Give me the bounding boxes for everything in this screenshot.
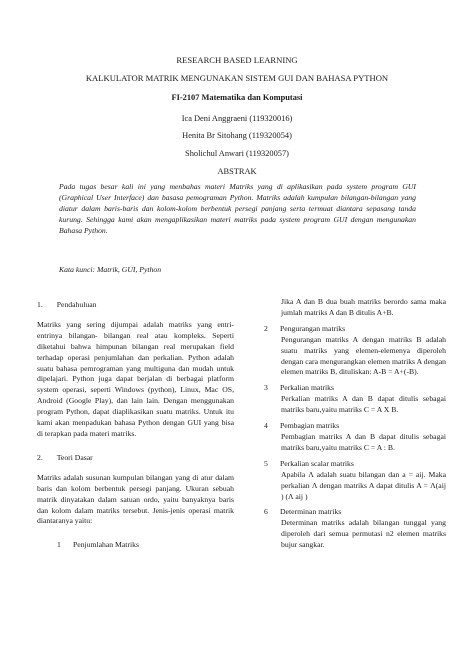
- list-item-number: 4: [264, 421, 268, 431]
- author-2: Henita Br Sitohang (119320054): [182, 131, 292, 140]
- list-item-title: Determinan matriks: [280, 507, 342, 517]
- keywords: Kata kunci: Matrik, GUI, Python: [59, 265, 162, 274]
- list-item-number: 6: [264, 507, 268, 517]
- list-item-body: Apabila Λ adalah suatu bilangan dan a = aij. Maka perkalian Λ dengan matriks A dapat ditulis A = Λ(aij ) (Λ aij ): [281, 469, 446, 501]
- list-item-title: Perkalian scalar matriks: [280, 458, 354, 468]
- list-item-6: [264, 507, 446, 551]
- section-2-body: Matriks adalah susunan kumpulan bilangan yang di atur dalam baris dan kolom berbentuk persegi panjang. Ukuran sebuah matrik dinyatakan dalam satuan ordo, yaitu banyaknya baris dan kolom dalam matriks tersebut. Jenis-jenis operasi matrik diantaranya yaitu:: [37, 472, 234, 526]
- list-item-5: [264, 459, 446, 503]
- header-line-1: RESEARCH BASED LEARNING: [176, 55, 298, 65]
- list-item-number: 3: [264, 383, 268, 393]
- section-1-number: 1.: [37, 300, 43, 309]
- list-item-title: Pembagian matriks: [280, 421, 340, 431]
- section-2-heading: [37, 453, 234, 464]
- section-1-heading: [37, 300, 234, 311]
- addition-description: Jika A dan B dua buah matriks berordo sama maka jumlah matriks A dan B ditulis A+B.: [281, 297, 446, 317]
- section-1-title: Pendahuluan: [56, 300, 97, 309]
- list-item-number: 1: [57, 540, 61, 550]
- list-item-body: Determinan matriks adalah bilangan tunggal yang diperoleh dari semua permutasi n2 elemen matriks bujur sangkar.: [281, 518, 446, 550]
- list-item-body: Perkalian matriks A dan B dapat ditulis sebagai matriks baru,yaitu matriks C = A X B.: [281, 394, 446, 415]
- list-item-number: 2: [264, 323, 268, 333]
- abstract-heading: ABSTRAK: [217, 167, 257, 176]
- abstract-body: Pada tugas besar kali ini yang menbahas materi Matriks yang di aplikasikan pada system program GUI (Graphical User Interface) dan basasa pemograman Python. Matriks adalah kumpulan bilangan-bilangan yang diatur dalam baris-baris dan kolom-kolom berbentuk persegi panjang serta termuat diantara sepasang tanda kurung. Sehingga kami akan mengaplikasikan materi matriks pada system program GUI dengan mengunakan Bahasa Python.: [59, 182, 416, 235]
- section-1-body: Matriks yang sering dijumpai adalah matriks yang entri-entrinya bilangan- bilangan real atau kompleks. Seperti diketahui bahwa himpunan bilangan real merupakan field terhadap operasi penjumlahan dan perkalian. Python adalah suatu bahasa pemrograman yang multiguna dan mudah untuk dipelajari. Python juga dapat berjalan di berbagai platform system operasi, seperti Windows (python), Linux, Mac OS, Android (Google Play), dan lain lain. Dengan menggunakan program Python, dapat diaplikasikan suatu matriks. Untuk itu kami akan menpadukan bahasa Python dengan GUI yang bisa di terapkan pada materi matriks.: [37, 319, 234, 438]
- section-2-number: 2.: [37, 452, 43, 462]
- list-item-title: Perkalian matriks: [280, 383, 335, 393]
- author-3: Sholichul Anwari (119320057): [185, 149, 289, 158]
- list-item-2: [264, 324, 446, 379]
- paper-title: KALKULATOR MATRIK MENGUNAKAN SISTEM GUI DAN BAHASA PYTHON: [85, 73, 389, 83]
- list-item-body: Pengurangan matriks A dengan matriks B adalah suatu matriks yang elemen-elemenya diperoleh dengan cara mengurangkan elemen matriks A dengan elemen matriks B, dituliskan: A-B = A+(-B).: [281, 334, 446, 377]
- list-item-3: [264, 383, 446, 416]
- right-column: [264, 297, 446, 569]
- list-item-body: Pembagian matriks A dan B dapat ditulis sebagai matriks baru,yaitu matriks C = A : B.: [281, 431, 446, 452]
- list-item-1: [57, 540, 234, 551]
- list-item-title: Penjumlahan Matriks: [73, 540, 139, 550]
- list-item-number: 5: [264, 458, 268, 468]
- author-1: Ica Deni Anggraeni (119320016): [181, 114, 293, 123]
- section-2-title: Teori Dasar: [56, 452, 93, 462]
- left-column: [37, 300, 234, 551]
- list-item-7: [264, 560, 446, 569]
- list-item-title: Pengurangan matriks: [280, 323, 346, 333]
- course-name: FI-2107 Matematika dan Komputasi: [171, 93, 303, 102]
- list-item-4: [264, 421, 446, 454]
